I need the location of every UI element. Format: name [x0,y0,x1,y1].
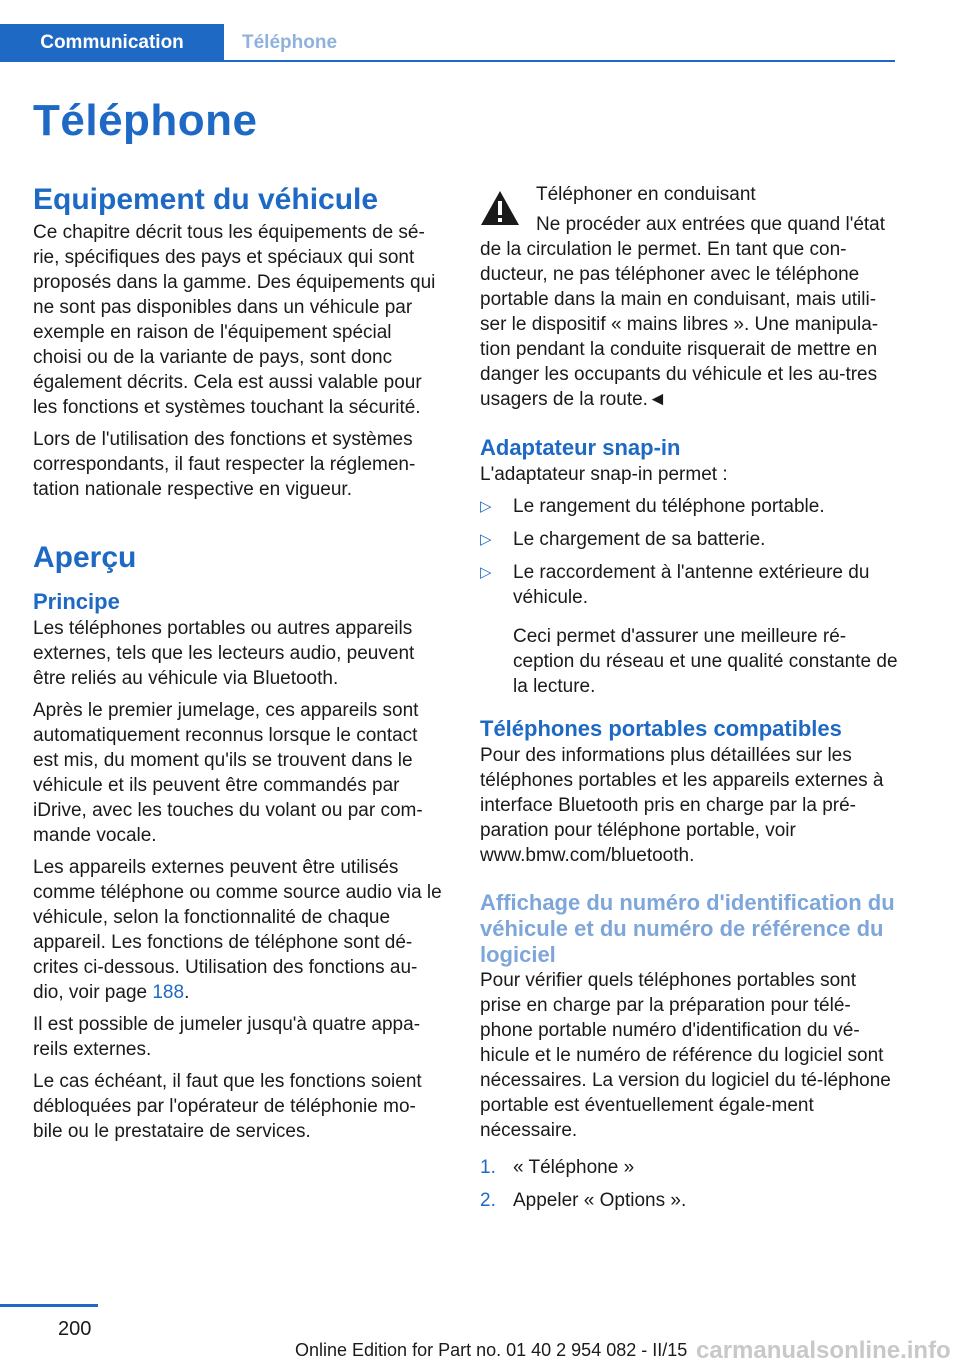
vin-display-paragraph: Pour vérifier quels téléphones portables sont prise en charge par la préparation pour télé-phone portable numéro d'identification du vé-hicule et le numéro de référence du logiciel sont nécessaires. La version du logiciel du té-léphone portable est éventuellement égale-ment nécessaire. [480,970,891,1141]
principle-heading: Principe [33,589,120,614]
snapin-heading: Adaptateur snap-in [480,435,681,460]
principle-paragraph-2: Après le premier jumelage, ces appareils sont automatiquement reconnus lorsque le contact est mis, du moment qu'ils se trouvent dans le véhicule et ils peuvent être commandés par iDrive, avec les touches du volant ou par com-mande vocale. [33,700,423,846]
tab-communication[interactable]: Communication [0,24,224,62]
triangle-bullet-icon: ▷ [480,564,492,581]
snapin-sub-paragraph: Ceci permet d'assurer une meilleure ré-ception du réseau et une qualité constante de la lecture. [513,626,898,697]
warning-first-line: Ne procéder aux entrées que quand l'état [536,214,886,235]
equipment-paragraph-1: Ce chapitre décrit tous les équipements de sé-rie, spécifiques des pays et spéciaux qui sont proposés dans la gamme. Des équipements qui ne sont pas disponibles dans un véhicule par exemple en raison de l'équipement spécial choisi ou de la variante de pays, sont donc également décrits. Cela est aussi valable pour les fonctions et systèmes touchant la sécurité. [33,222,436,418]
principle-paragraph-5: Le cas échéant, il faut que les fonctions soient débloquées par l'opérateur de téléphonie mo-bile ou le prestataire de services. [33,1071,422,1142]
step-item [480,1188,900,1213]
warning-block [480,182,900,412]
chapter-header [0,0,895,62]
snapin-intro: L'adaptateur snap-in permet : [480,464,728,485]
list-item [480,527,900,552]
header-divider [0,60,895,62]
list-item-text: Le chargement de sa batterie. [513,529,766,550]
triangle-bullet-icon: ▷ [480,531,492,548]
equipment-paragraph-2: Lors de l'utilisation des fonctions et systèmes correspondants, il faut respecter la réglemen-tation nationale respective en vigueur. [33,429,416,500]
list-item-text: Le raccordement à l'antenne extérieure du véhicule. [513,562,870,608]
snapin-list [480,494,900,610]
principle-paragraph-3-text: Les appareils externes peuvent être utilisés comme téléphone ou comme source audio via le véhicule, selon la fonctionnalité de chaque appareil. Les fonctions de téléphone sont dé-crites ci-dessous. Utilisation des fonctions au-dio, voir page [33,857,442,1003]
edition-note: Online Edition for Part no. 01 40 2 954 082 - II/15 [295,1340,688,1360]
step-number: 1. [480,1157,496,1178]
compatible-phones-heading: Téléphones portables compatibles [480,716,842,741]
equipment-heading: Equipement du véhicule [33,183,379,216]
warning-icon [480,190,520,226]
page-title: Téléphone [33,96,258,145]
compatible-phones-paragraph: Pour des informations plus détaillées sur les téléphones portables et les appareils externes à interface Bluetooth pris en charge par la pré-paration pour téléphone portable, voir www.bmw.com/bluetooth. [480,745,884,866]
page-number: 200 [58,1318,92,1340]
warning-body: de la circulation le permet. En tant que con-ducteur, ne pas téléphoner avec le téléphone portable dans la main en conduisant, mais utili-ser le dispositif « mains libres ». Une manipula-tion pendant la conduite risquerait de mettre en danger les occupants du véhicule et les au-tres usagers de la route.◄ [480,239,879,410]
principle-paragraph-1: Les téléphones portables ou autres appareils externes, tels que les lecteurs audio, peuvent être reliés au véhicule via Bluetooth. [33,618,415,689]
right-column [480,182,900,1221]
principle-paragraph-4: Il est possible de jumeler jusqu'à quatre appa-reils externes. [33,1014,421,1060]
left-column [33,182,443,1151]
list-item [480,560,900,610]
principle-paragraph-3 [33,855,443,1005]
watermark: carmanualsonline.info [696,1337,951,1362]
vin-display-heading: Affichage du numéro d'identification du véhicule et du numéro de référence du logiciel [480,890,895,967]
page-reference-link[interactable]: 188 [152,982,185,1003]
step-text: Appeler « Options ». [513,1190,687,1211]
step-number: 2. [480,1190,496,1211]
triangle-bullet-icon: ▷ [480,498,492,515]
warning-title: Téléphoner en conduisant [536,184,756,205]
footer-divider [0,1304,98,1307]
steps-list [480,1155,900,1213]
step-text: « Téléphone » [513,1157,635,1178]
step-item [480,1155,900,1180]
principle-paragraph-3-end: . [184,982,190,1003]
overview-heading: Aperçu [33,541,137,574]
list-item-text: Le rangement du téléphone portable. [513,496,825,517]
list-item [480,494,900,519]
tab-telephone[interactable]: Téléphone [242,32,338,53]
